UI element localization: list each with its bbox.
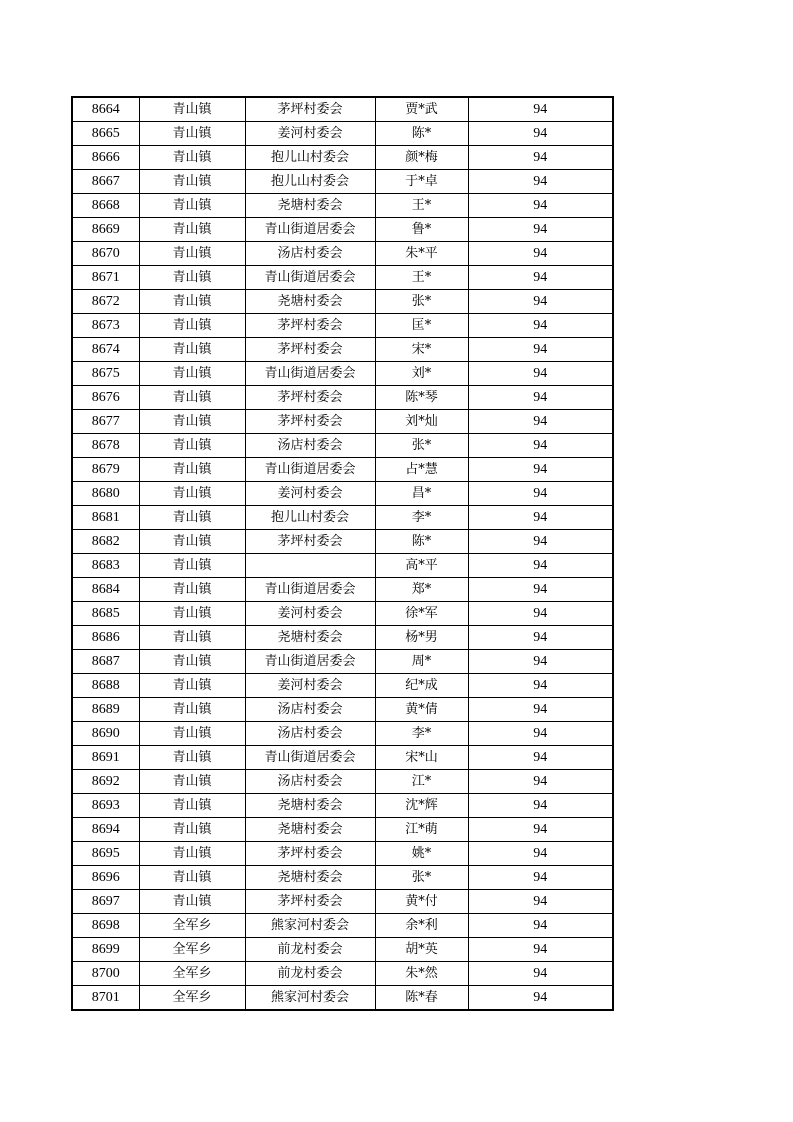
cell-name: 江*萌	[375, 818, 468, 842]
cell-id: 8696	[72, 866, 139, 890]
cell-town: 青山镇	[139, 602, 245, 626]
cell-score: 94	[468, 97, 613, 122]
cell-town: 青山镇	[139, 770, 245, 794]
cell-score: 94	[468, 170, 613, 194]
cell-score: 94	[468, 194, 613, 218]
cell-score: 94	[468, 626, 613, 650]
cell-id: 8676	[72, 386, 139, 410]
cell-name: 朱*然	[375, 962, 468, 986]
cell-name: 刘*灿	[375, 410, 468, 434]
cell-committee: 抱儿山村委会	[245, 170, 375, 194]
cell-committee: 茅坪村委会	[245, 97, 375, 122]
cell-committee: 茅坪村委会	[245, 890, 375, 914]
table-row	[72, 914, 613, 938]
cell-id: 8671	[72, 266, 139, 290]
cell-town: 青山镇	[139, 194, 245, 218]
cell-name: 匡*	[375, 314, 468, 338]
cell-name: 王*	[375, 266, 468, 290]
cell-committee: 姜河村委会	[245, 674, 375, 698]
cell-committee: 尧塘村委会	[245, 794, 375, 818]
cell-score: 94	[468, 218, 613, 242]
cell-score: 94	[468, 962, 613, 986]
cell-id: 8700	[72, 962, 139, 986]
cell-committee: 姜河村委会	[245, 122, 375, 146]
cell-committee: 茅坪村委会	[245, 386, 375, 410]
cell-town: 青山镇	[139, 458, 245, 482]
cell-id: 8668	[72, 194, 139, 218]
cell-town: 青山镇	[139, 794, 245, 818]
table-row	[72, 674, 613, 698]
cell-committee: 茅坪村委会	[245, 842, 375, 866]
cell-name: 胡*英	[375, 938, 468, 962]
cell-name: 陈*	[375, 122, 468, 146]
table-row	[72, 770, 613, 794]
cell-committee: 尧塘村委会	[245, 866, 375, 890]
cell-committee: 前龙村委会	[245, 938, 375, 962]
cell-id: 8687	[72, 650, 139, 674]
cell-score: 94	[468, 770, 613, 794]
cell-score: 94	[468, 818, 613, 842]
table-row	[72, 602, 613, 626]
cell-committee: 尧塘村委会	[245, 194, 375, 218]
table-row	[72, 482, 613, 506]
cell-town: 全军乡	[139, 986, 245, 1011]
cell-committee: 青山街道居委会	[245, 218, 375, 242]
table-row	[72, 194, 613, 218]
cell-score: 94	[468, 482, 613, 506]
table-row	[72, 458, 613, 482]
cell-town: 青山镇	[139, 482, 245, 506]
cell-town: 青山镇	[139, 122, 245, 146]
cell-committee: 青山街道居委会	[245, 458, 375, 482]
table-row	[72, 266, 613, 290]
cell-town: 青山镇	[139, 97, 245, 122]
cell-score: 94	[468, 794, 613, 818]
cell-id: 8674	[72, 338, 139, 362]
cell-id: 8679	[72, 458, 139, 482]
cell-name: 王*	[375, 194, 468, 218]
cell-id: 8678	[72, 434, 139, 458]
cell-score: 94	[468, 434, 613, 458]
cell-score: 94	[468, 698, 613, 722]
table-row	[72, 170, 613, 194]
cell-town: 青山镇	[139, 362, 245, 386]
cell-town: 青山镇	[139, 530, 245, 554]
cell-name: 黄*付	[375, 890, 468, 914]
cell-town: 青山镇	[139, 386, 245, 410]
cell-town: 青山镇	[139, 410, 245, 434]
cell-id: 8694	[72, 818, 139, 842]
cell-id: 8670	[72, 242, 139, 266]
table-row	[72, 626, 613, 650]
cell-score: 94	[468, 146, 613, 170]
cell-score: 94	[468, 866, 613, 890]
cell-score: 94	[468, 410, 613, 434]
table-row	[72, 146, 613, 170]
cell-name: 徐*军	[375, 602, 468, 626]
cell-committee: 汤店村委会	[245, 722, 375, 746]
cell-town: 青山镇	[139, 434, 245, 458]
cell-id: 8675	[72, 362, 139, 386]
cell-score: 94	[468, 506, 613, 530]
cell-score: 94	[468, 890, 613, 914]
table-row	[72, 218, 613, 242]
cell-name: 颜*梅	[375, 146, 468, 170]
table-row	[72, 698, 613, 722]
cell-committee: 熊家河村委会	[245, 914, 375, 938]
cell-committee: 姜河村委会	[245, 602, 375, 626]
table-row	[72, 434, 613, 458]
cell-score: 94	[468, 722, 613, 746]
cell-committee: 茅坪村委会	[245, 410, 375, 434]
cell-name: 宋*山	[375, 746, 468, 770]
cell-name: 陈*春	[375, 986, 468, 1011]
cell-committee: 汤店村委会	[245, 698, 375, 722]
cell-name: 昌*	[375, 482, 468, 506]
cell-id: 8669	[72, 218, 139, 242]
cell-id: 8684	[72, 578, 139, 602]
cell-name: 鲁*	[375, 218, 468, 242]
cell-id: 8689	[72, 698, 139, 722]
cell-id: 8680	[72, 482, 139, 506]
cell-town: 青山镇	[139, 170, 245, 194]
cell-id: 8666	[72, 146, 139, 170]
cell-committee: 尧塘村委会	[245, 626, 375, 650]
cell-score: 94	[468, 242, 613, 266]
cell-committee: 茅坪村委会	[245, 314, 375, 338]
cell-id: 8683	[72, 554, 139, 578]
cell-score: 94	[468, 122, 613, 146]
cell-town: 青山镇	[139, 674, 245, 698]
cell-score: 94	[468, 362, 613, 386]
cell-id: 8664	[72, 97, 139, 122]
cell-name: 张*	[375, 434, 468, 458]
cell-committee: 青山街道居委会	[245, 650, 375, 674]
cell-id: 8672	[72, 290, 139, 314]
cell-id: 8690	[72, 722, 139, 746]
cell-committee: 前龙村委会	[245, 962, 375, 986]
cell-id: 8682	[72, 530, 139, 554]
table-row	[72, 722, 613, 746]
cell-committee: 汤店村委会	[245, 242, 375, 266]
cell-id: 8686	[72, 626, 139, 650]
table-row	[72, 866, 613, 890]
cell-score: 94	[468, 674, 613, 698]
cell-id: 8699	[72, 938, 139, 962]
table-row	[72, 986, 613, 1011]
cell-score: 94	[468, 914, 613, 938]
table-row	[72, 890, 613, 914]
cell-town: 青山镇	[139, 698, 245, 722]
cell-score: 94	[468, 554, 613, 578]
table-row	[72, 362, 613, 386]
table-row	[72, 530, 613, 554]
cell-town: 全军乡	[139, 962, 245, 986]
cell-score: 94	[468, 650, 613, 674]
cell-score: 94	[468, 578, 613, 602]
cell-name: 余*利	[375, 914, 468, 938]
table-row	[72, 842, 613, 866]
cell-score: 94	[468, 338, 613, 362]
cell-town: 青山镇	[139, 650, 245, 674]
cell-town: 青山镇	[139, 890, 245, 914]
cell-name: 杨*男	[375, 626, 468, 650]
cell-id: 8681	[72, 506, 139, 530]
cell-name: 沈*辉	[375, 794, 468, 818]
table-row	[72, 554, 613, 578]
cell-town: 全军乡	[139, 938, 245, 962]
cell-committee: 熊家河村委会	[245, 986, 375, 1011]
cell-town: 青山镇	[139, 818, 245, 842]
cell-town: 青山镇	[139, 314, 245, 338]
cell-score: 94	[468, 986, 613, 1011]
cell-name: 郑*	[375, 578, 468, 602]
table-row	[72, 818, 613, 842]
cell-name: 黄*倩	[375, 698, 468, 722]
table-row	[72, 97, 613, 122]
cell-town: 青山镇	[139, 218, 245, 242]
cell-score: 94	[468, 458, 613, 482]
roster-table-body	[72, 97, 613, 1010]
cell-id: 8693	[72, 794, 139, 818]
cell-town: 青山镇	[139, 722, 245, 746]
cell-name: 贾*武	[375, 97, 468, 122]
cell-score: 94	[468, 530, 613, 554]
cell-committee: 抱儿山村委会	[245, 146, 375, 170]
cell-id: 8697	[72, 890, 139, 914]
cell-name: 姚*	[375, 842, 468, 866]
cell-town: 全军乡	[139, 914, 245, 938]
cell-committee: 姜河村委会	[245, 482, 375, 506]
cell-committee: 青山街道居委会	[245, 362, 375, 386]
cell-name: 纪*成	[375, 674, 468, 698]
table-row	[72, 314, 613, 338]
cell-committee: 汤店村委会	[245, 770, 375, 794]
cell-committee: 青山街道居委会	[245, 578, 375, 602]
cell-committee: 茅坪村委会	[245, 530, 375, 554]
cell-name: 陈*	[375, 530, 468, 554]
cell-name: 占*慧	[375, 458, 468, 482]
cell-town: 青山镇	[139, 554, 245, 578]
cell-committee: 青山街道居委会	[245, 746, 375, 770]
table-row	[72, 506, 613, 530]
cell-town: 青山镇	[139, 578, 245, 602]
cell-committee	[245, 554, 375, 578]
cell-name: 张*	[375, 866, 468, 890]
cell-name: 李*	[375, 506, 468, 530]
cell-score: 94	[468, 290, 613, 314]
cell-town: 青山镇	[139, 842, 245, 866]
cell-name: 张*	[375, 290, 468, 314]
cell-score: 94	[468, 314, 613, 338]
cell-name: 刘*	[375, 362, 468, 386]
cell-score: 94	[468, 938, 613, 962]
cell-id: 8665	[72, 122, 139, 146]
cell-id: 8701	[72, 986, 139, 1011]
table-row	[72, 338, 613, 362]
table-row	[72, 242, 613, 266]
cell-name: 陈*琴	[375, 386, 468, 410]
cell-town: 青山镇	[139, 146, 245, 170]
cell-score: 94	[468, 386, 613, 410]
table-row	[72, 794, 613, 818]
table-row	[72, 650, 613, 674]
table-row	[72, 962, 613, 986]
cell-name: 朱*平	[375, 242, 468, 266]
cell-committee: 抱儿山村委会	[245, 506, 375, 530]
cell-name: 李*	[375, 722, 468, 746]
cell-score: 94	[468, 842, 613, 866]
roster-table	[71, 96, 614, 1011]
table-row	[72, 746, 613, 770]
cell-id: 8691	[72, 746, 139, 770]
cell-town: 青山镇	[139, 338, 245, 362]
cell-id: 8695	[72, 842, 139, 866]
cell-score: 94	[468, 746, 613, 770]
cell-town: 青山镇	[139, 266, 245, 290]
cell-score: 94	[468, 602, 613, 626]
cell-committee: 尧塘村委会	[245, 818, 375, 842]
cell-score: 94	[468, 266, 613, 290]
cell-name: 高*平	[375, 554, 468, 578]
table-row	[72, 290, 613, 314]
table-row	[72, 578, 613, 602]
cell-town: 青山镇	[139, 626, 245, 650]
cell-town: 青山镇	[139, 290, 245, 314]
cell-id: 8688	[72, 674, 139, 698]
cell-name: 江*	[375, 770, 468, 794]
cell-town: 青山镇	[139, 506, 245, 530]
cell-committee: 茅坪村委会	[245, 338, 375, 362]
cell-town: 青山镇	[139, 866, 245, 890]
cell-id: 8673	[72, 314, 139, 338]
cell-id: 8685	[72, 602, 139, 626]
cell-town: 青山镇	[139, 746, 245, 770]
table-row	[72, 938, 613, 962]
cell-committee: 青山街道居委会	[245, 266, 375, 290]
cell-id: 8667	[72, 170, 139, 194]
table-row	[72, 410, 613, 434]
cell-name: 于*卓	[375, 170, 468, 194]
cell-name: 宋*	[375, 338, 468, 362]
cell-committee: 汤店村委会	[245, 434, 375, 458]
cell-id: 8698	[72, 914, 139, 938]
cell-id: 8677	[72, 410, 139, 434]
table-row	[72, 122, 613, 146]
cell-town: 青山镇	[139, 242, 245, 266]
cell-id: 8692	[72, 770, 139, 794]
cell-committee: 尧塘村委会	[245, 290, 375, 314]
table-row	[72, 386, 613, 410]
cell-name: 周*	[375, 650, 468, 674]
